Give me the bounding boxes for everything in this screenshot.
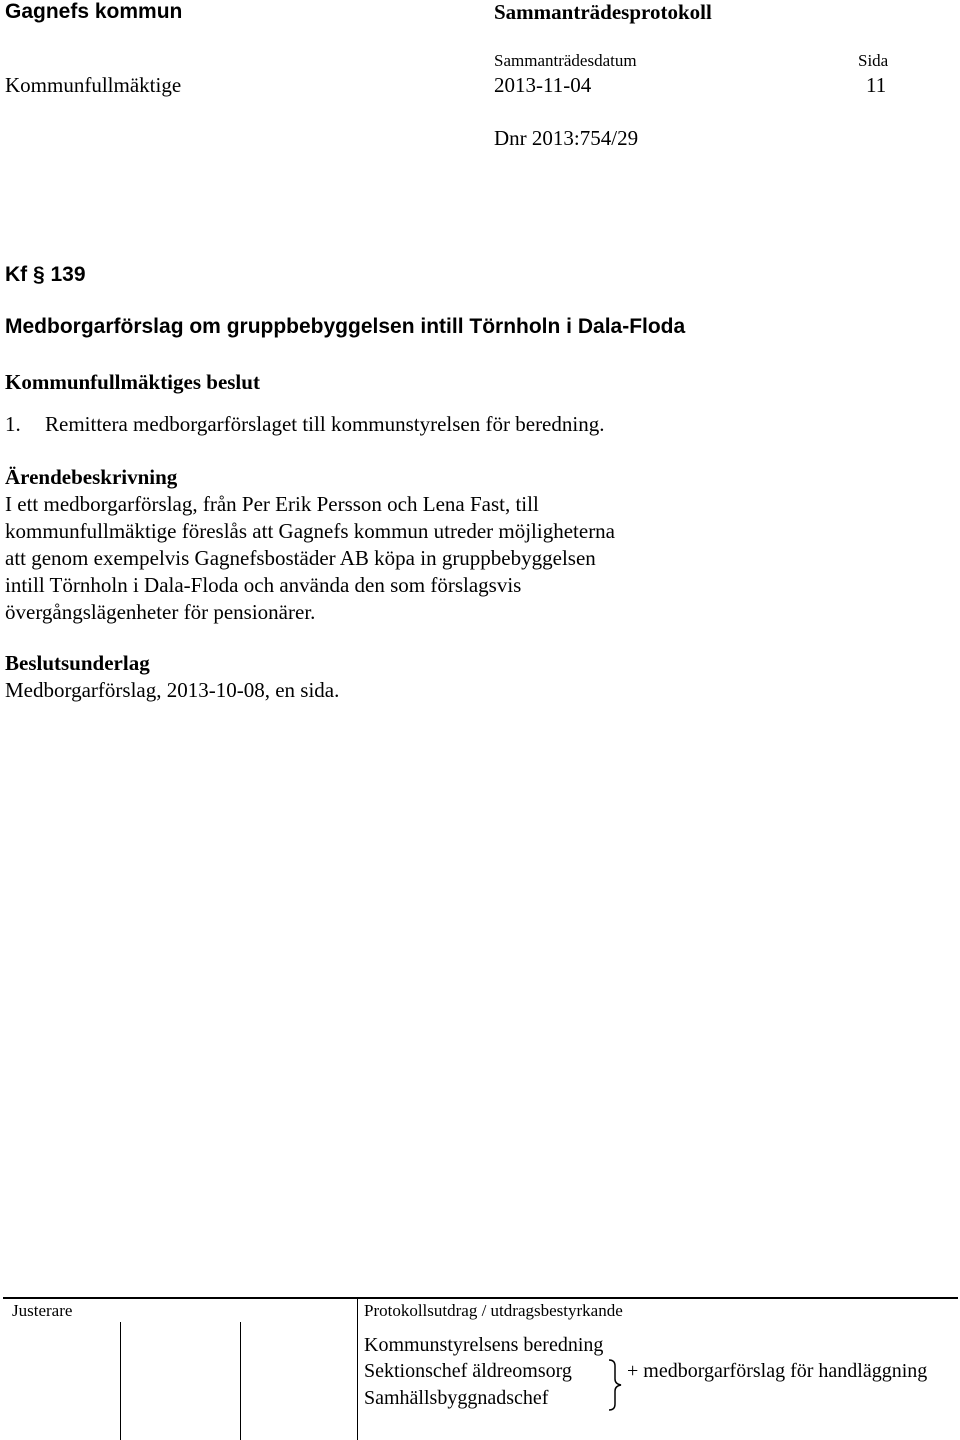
decision-heading: Kommunfullmäktiges beslut <box>5 370 260 394</box>
description-line: att genom exempelvis Gagnefsbostäder AB köpa in gruppbebyggelsen <box>5 546 596 570</box>
footer-column-divider <box>357 1299 358 1440</box>
decision-number: 1. <box>5 412 21 436</box>
recipient: Samhällsbyggnadschef <box>364 1387 549 1409</box>
brace-icon <box>607 1359 625 1411</box>
recipients-note: + medborgarförslag för handläggning <box>627 1360 928 1382</box>
diary-number: Dnr 2013:754/29 <box>494 126 639 150</box>
meeting-date-label: Sammanträdesdatum <box>494 51 637 70</box>
description-heading: Ärendebeskrivning <box>5 465 178 489</box>
meeting-date: 2013-11-04 <box>494 73 592 97</box>
organization-name: Gagnefs kommun <box>5 0 183 23</box>
signature-box-divider <box>120 1322 121 1440</box>
basis-heading: Beslutsunderlag <box>5 651 150 675</box>
description-line: övergångslägenheter för pensionärer. <box>5 600 316 624</box>
paragraph-number: Kf § 139 <box>5 263 86 286</box>
item-title: Medborgarförslag om gruppbebyggelsen intill Törnholn i Dala-Floda <box>5 315 686 338</box>
document-type: Sammanträdesprotokoll <box>494 0 712 24</box>
recipient: Sektionschef äldreomsorg <box>364 1360 572 1382</box>
decision-item <box>5 412 604 437</box>
recipient: Kommunstyrelsens beredning <box>364 1334 604 1356</box>
basis-text: Medborgarförslag, 2013-10-08, en sida. <box>5 678 340 702</box>
description-line: intill Törnholn i Dala-Floda och använda den som förslagsvis <box>5 573 522 597</box>
description-text <box>5 491 705 626</box>
governing-body-name: Kommunfullmäktige <box>5 73 182 97</box>
description-line: kommunfullmäktige föreslås att Gagnefs kommun utreder möjligheterna <box>5 519 616 543</box>
page-number: 11 <box>866 73 887 97</box>
page-label: Sida <box>858 51 889 70</box>
signature-box-divider <box>240 1322 241 1440</box>
adjusters-label: Justerare <box>12 1301 73 1320</box>
description-line: I ett medborgarförslag, från Per Erik Persson och Lena Fast, till <box>5 492 539 516</box>
footer-divider <box>3 1297 958 1299</box>
extract-label: Protokollsutdrag / utdragsbestyrkande <box>364 1301 623 1320</box>
decision-text: Remittera medborgarförslaget till kommunstyrelsen för beredning. <box>45 412 605 436</box>
